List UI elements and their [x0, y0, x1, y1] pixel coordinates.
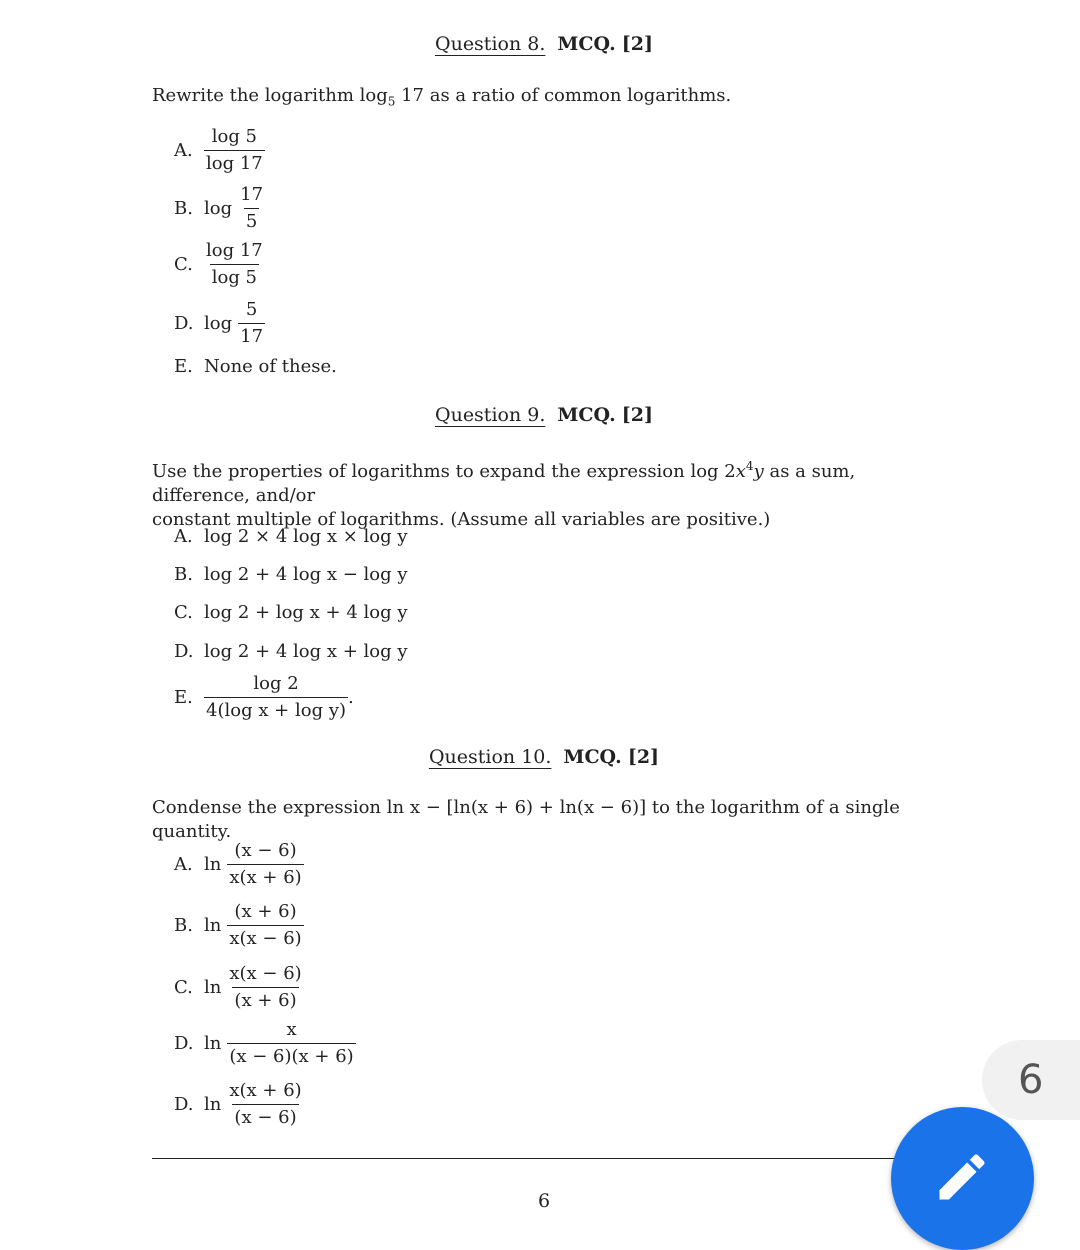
question-9-header	[0, 404, 1080, 426]
question-marks: [2]	[621, 33, 653, 55]
fraction: $\frac{\log 2}{\text{4(log x + log y)}}$	[206, 672, 347, 721]
option-b[interactable]: B. log $\frac{17}{5}$	[174, 183, 264, 232]
fraction: $\frac{5}{17}$	[240, 298, 264, 347]
option-b[interactable]: B. ln $\frac{(x + 6)}{x(x - 6)}$	[174, 900, 302, 949]
question-9-prompt: Use the properties of logarithms to expand the expression $\log 2x^4y$ as a sum, difference, and/or constant multiple of logarithms. (Assume all variables are positive.)	[152, 459, 856, 530]
question-number: Question 10.	[428, 746, 552, 768]
option-a[interactable]: A. $\frac{\log 5}{\log 17}$	[174, 125, 263, 174]
question-10-prompt: Condense the expression ln x − [ln(x + 6) + ln(x − 6)] to the logarithm of a single quantity.	[152, 797, 900, 842]
option-e[interactable]: E. $\frac{\log 2}{\text{4(log x + log y)}}$ .	[174, 672, 354, 721]
fraction: $\frac{x(x + 6)}{(x - 6)}$	[229, 1079, 302, 1128]
fraction: $\frac{x}{(x - 6)(x + 6)}$	[229, 1018, 354, 1067]
option-e[interactable]: D. ln $\frac{x(x + 6)}{(x - 6)}$	[174, 1079, 302, 1128]
fraction: $\frac{(x + 6)}{x(x - 6)}$	[229, 900, 302, 949]
question-type: MCQ.	[557, 404, 616, 426]
question-8-header	[0, 33, 1080, 55]
edit-fab-button[interactable]	[891, 1107, 1034, 1250]
question-type: MCQ.	[563, 746, 622, 768]
option-a[interactable]: A. ln $\frac{(x - 6)}{x(x + 6)}$	[174, 839, 302, 888]
option-e[interactable]: E. None of these.	[174, 355, 337, 377]
option-c[interactable]: C. ln $\frac{x(x - 6)}{(x + 6)}$	[174, 962, 302, 1011]
question-type: MCQ.	[557, 33, 616, 55]
fraction: $\frac{(x - 6)}{x(x + 6)}$	[229, 839, 302, 888]
footer-rule	[152, 1158, 912, 1159]
option-c[interactable]: C. log 2 + log x + 4 log y	[174, 601, 408, 623]
option-d[interactable]: D. log $\frac{5}{17}$	[174, 298, 264, 347]
fraction: $\frac{\log 17}{\log 5}$	[206, 239, 263, 288]
question-number: Question 8.	[435, 33, 546, 55]
option-d[interactable]: D. log 2 + 4 log x + log y	[174, 640, 408, 662]
page-number: 6	[537, 1190, 551, 1212]
pencil-icon	[932, 1147, 992, 1207]
fraction: $\frac{x(x - 6)}{(x + 6)}$	[229, 962, 302, 1011]
option-c[interactable]: C. $\frac{\log 17}{\log 5}$	[174, 239, 263, 288]
question-8-prompt: Rewrite the logarithm $\log_5 17$ as a ratio of common logarithms.	[152, 85, 732, 109]
question-marks: [2]	[627, 746, 660, 768]
option-a[interactable]: A. log 2 × 4 log x × log y	[174, 525, 408, 547]
fraction: $\frac{17}{5}$	[240, 183, 264, 232]
option-d[interactable]: D. ln $\frac{x}{(x - 6)(x + 6)}$	[174, 1018, 354, 1067]
question-number: Question 9.	[435, 404, 546, 426]
question-marks: [2]	[621, 404, 653, 426]
option-b[interactable]: B. log 2 + 4 log x − log y	[174, 563, 408, 585]
page-indicator-badge[interactable]: 6	[982, 1040, 1080, 1120]
fraction: $\frac{\log 5}{\log 17}$	[206, 125, 263, 174]
question-10-header	[0, 746, 1080, 768]
